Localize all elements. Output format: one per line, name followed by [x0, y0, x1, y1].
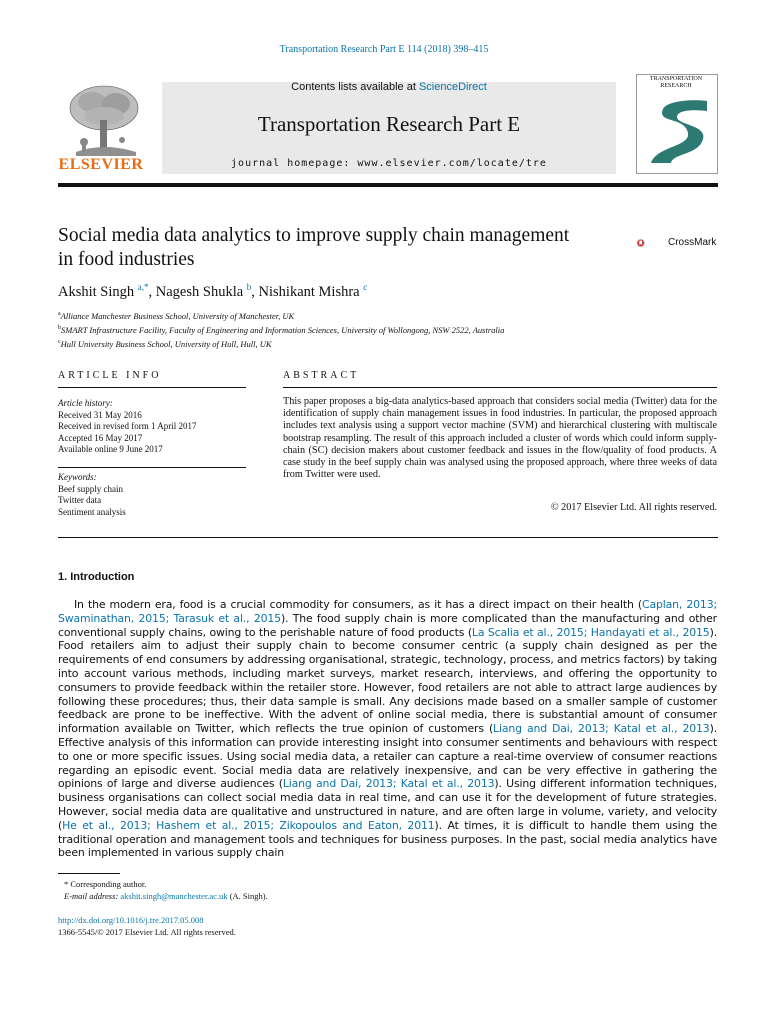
abstract-heading: ABSTRACT [283, 370, 360, 381]
keyword: Sentiment analysis [58, 506, 126, 517]
affiliation: $^c$Hull University Business School, University of Hull, Hull, UK [58, 338, 272, 349]
affiliation: $^b$SMART Infrastructure Facility, Faculty of Engineering and Information Sciences, University of Wollongong, NSW 2522, Australia [58, 324, 505, 335]
doi-link[interactable]: http://dx.doi.org/10.1016/j.tre.2017.05.008 [58, 915, 204, 925]
abstract-copyright: © 2017 Elsevier Ltd. All rights reserved. [550, 502, 717, 513]
doi-block [58, 914, 236, 938]
affiliations [58, 308, 504, 349]
author-name[interactable]: Akshit Singh [58, 283, 135, 300]
body-text-segment: ). The food supply chain is more complicated than the manufacturing and other conventional supply chains, owing to the perishable nature of food products ( [58, 611, 717, 639]
body-text-segment: ). At times, it is difficult to handle them using the traditional operation and management tools and techniques for business purposes. In the past, social media analytics have been implemented in various supply chain [58, 818, 717, 860]
author-sup[interactable]: b [246, 282, 252, 292]
author-name[interactable]: Nishikant Mishra [258, 283, 360, 300]
history-item: Received 31 May 2016 [58, 409, 142, 420]
corresponding-author-note: * Corresponding author. [64, 879, 147, 889]
header-rule [58, 183, 718, 187]
citation-link[interactable]: Liang and Dai, 2013; Katal et al., 2013 [282, 777, 495, 791]
body-text-segment: ). Food retailers aim to adjust their supply chain to become consumer centric (a supply chain designed as per the requirements of end consumers by addressing organisational, strategic, technology, process, and metrics factors) by taking into account various methods, including market surveys, market research, interviews, and offering the opportunity to consumers to provide feedback within the retailer store. However, food retailers are not able to attract large audiences by following these procedures; thus, their data sample is small. Any decisions made based on a smaller sample of customer feedback are prone to be ineffective. With the advent of online social media, there is substantial amount of consumer information available on Twitter, which reflects the true opinion of customers ( [58, 625, 718, 736]
email-link[interactable]: akshit.singh@manchester.ac.uk [120, 891, 228, 901]
article-info-rule [58, 387, 246, 388]
article-history [58, 398, 196, 456]
citation-link[interactable]: He et al., 2013; Hashem et al., 2015; Zikopoulos and Eaton, 2011 [62, 818, 435, 832]
abstract-rule [283, 387, 717, 388]
journal-title: Transportation Research Part E [257, 112, 521, 136]
history-item: Accepted 16 May 2017 [58, 432, 143, 443]
footnote-rule [58, 873, 120, 874]
citation-link[interactable]: La Scalia et al., 2015; Handayati et al., 2015 [471, 625, 710, 639]
history-item: Received in revised form 1 April 2017 [58, 421, 197, 431]
sciencedirect-link[interactable]: ScienceDirect [418, 81, 487, 93]
crossmark-icon[interactable] [636, 229, 666, 257]
section-rule [58, 537, 718, 538]
contents-line [162, 81, 616, 93]
article-info-heading: ARTICLE INFO [58, 370, 162, 381]
email-note: E-mail address: akshit.singh@manchester.ac.uk (A. Singh). [64, 891, 268, 901]
introduction-body [58, 598, 717, 860]
author-sup[interactable]: a,* [137, 282, 149, 292]
contents-prefix: Contents lists available at [291, 81, 419, 93]
author-name[interactable]: Nagesh Shukla [155, 283, 244, 300]
journal-reference-link[interactable]: Transportation Research Part E 114 (2018) 398–415 [279, 44, 489, 55]
history-label: Article history: [58, 398, 113, 408]
history-item: Available online 9 June 2017 [58, 444, 163, 454]
body-text-segment: ). Effective analysis of this information can provide interesting insight into consumer sentiments and behaviours with respect to one or more specific issues. Using social media data, a retailer can capture a real-time overview of consumer reactions regarding an episodic event. Social media data are relatively inexpensive, and can be very effective in gathering the opinions of large and diverse audiences ( [58, 722, 718, 791]
introduction-paragraph [58, 598, 717, 860]
crossmark-label[interactable]: CrossMark [668, 237, 717, 248]
body-text-segment: In the modern era, food is a crucial commodity for consumers, as it has a direct impact on their health ( [74, 598, 643, 611]
elsevier-wordmark: ELSEVIER [58, 156, 144, 173]
keywords-label: Keywords: [58, 472, 97, 482]
citation-link[interactable]: Caplan, 2013; Swaminathan, 2015; Tarasuk et al., 2015 [58, 598, 717, 625]
journal-homepage[interactable]: journal homepage: www.elsevier.com/locate/tre [231, 158, 547, 169]
issn-line: 1366-5545/© 2017 Elsevier Ltd. All rights reserved. [58, 927, 236, 937]
cover-title: TRANSPORTATION RESEARCH [649, 76, 703, 89]
keyword: Twitter data [58, 495, 102, 505]
footnotes [58, 878, 268, 902]
article-title: Social media data analytics to improve supply chain management in food industries [58, 225, 570, 270]
author-list: Akshit Singh $^{a,*}$, Nagesh Shukla $^b$, Nishikant Mishra $^c$ [58, 282, 368, 300]
keyword: Beef supply chain [58, 483, 123, 494]
body-text-segment: ). Using different information techniques, business organisations can collect social media data in real time, and can use it for the development of future strategies. However, social media data are qualitative and unstructured in nature, and are often large in volume, variety, and velocity ( [58, 777, 718, 832]
citation-link[interactable]: Liang and Dai, 2013; Katal et al., 2013 [493, 722, 710, 736]
keywords [58, 472, 126, 518]
keywords-rule [58, 467, 246, 468]
abstract-text: This paper proposes a big-data analytics-based approach that considers social media (Twitter) data for the identification of supply chain management issues in food industries. In particular, the proposed approach includes text analysis using a support vector machine (SVM) and hierarchical clustering with multiscale bootstrap resampling. The result of this approach included a cluster of words which could inform supply-chain (SC) decision makers about customer feedback and issues in the flow/quality of food products. A case study in the beef supply chain was analysed using the proposed approach, where three weeks of data from Twitter were used. [283, 396, 717, 481]
affiliation: $^a$Alliance Manchester Business School, University of Manchester, UK [58, 310, 295, 321]
section-title-introduction: 1. Introduction [58, 571, 135, 583]
author-sup[interactable]: c [363, 282, 368, 292]
